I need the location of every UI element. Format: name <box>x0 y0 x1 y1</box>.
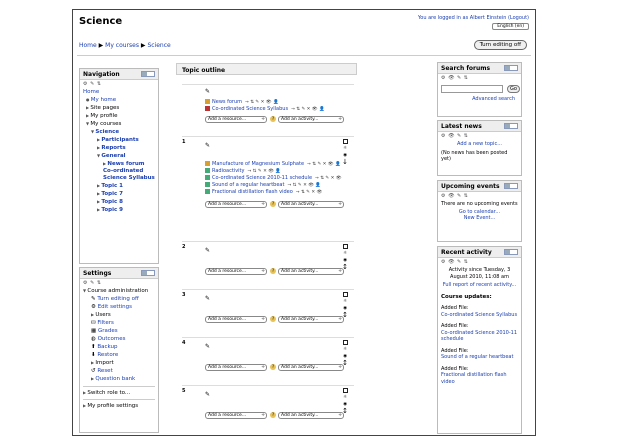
search-forums-header <box>438 63 521 74</box>
settings-reset[interactable]: Reset <box>97 368 113 374</box>
eye-icon[interactable]: ◉ <box>343 306 348 311</box>
block-dock-icon[interactable] <box>141 270 155 276</box>
section-4 <box>182 337 354 384</box>
update-link[interactable]: Co-ordinated Science 2010-11 schedule <box>441 329 518 342</box>
move-down-icon[interactable]: ↓ <box>342 158 348 166</box>
search-go-button[interactable]: Go <box>507 85 520 93</box>
move-icon[interactable]: ↕ <box>342 263 348 271</box>
settings-edit-settings[interactable]: Edit settings <box>97 304 133 310</box>
expand-icon[interactable]: ▶ <box>86 113 91 118</box>
pdf-icon <box>205 106 210 111</box>
nav-reports[interactable]: Reports <box>101 145 126 151</box>
add-new-topic-link[interactable]: Add a new topic... <box>457 141 502 147</box>
update-item <box>438 347 521 362</box>
settings-title: Settings <box>83 270 112 277</box>
language-select[interactable]: English (en) <box>492 23 529 30</box>
resource-syllabus[interactable]: Co-ordinated Science Syllabus → ⇅ ✎ ✕ 👁 👤 <box>205 106 325 112</box>
add-resource-select[interactable]: Add a resource... ÷ <box>205 116 267 123</box>
full-report-link[interactable]: Full report of recent activity... <box>442 282 517 288</box>
help-icon[interactable]: ? <box>271 364 275 369</box>
section-2 <box>182 241 354 288</box>
resource-edit-icons[interactable]: → ⇅ ✎ ✕ 👁 <box>295 190 323 195</box>
no-news-text: (No news has been posted yet) <box>441 149 508 162</box>
resource-item[interactable]: Sound of a regular heartbeat → ⇅ ✎ ✕ 👁 👤 <box>205 182 321 188</box>
nav-science[interactable]: Science <box>95 129 120 135</box>
section-number: 5 <box>182 388 186 394</box>
my-profile-settings[interactable]: My profile settings <box>87 403 139 409</box>
highlight-checkbox-icon[interactable] <box>343 340 348 345</box>
update-label: Added File: <box>441 305 469 311</box>
section-number: 1 <box>182 139 186 145</box>
eye-icon[interactable]: ◉ <box>343 258 348 263</box>
file-icon <box>205 182 210 187</box>
block-edit-icons[interactable]: ⚙ 👁 ✎ ⇅ <box>441 75 469 81</box>
resource-edit-icons[interactable]: → ⇅ ✎ ✕ 👁 👤 <box>287 183 322 188</box>
nav-home[interactable]: Home <box>83 89 100 95</box>
search-forums-title: Search forums <box>441 65 491 72</box>
block-dock-icon[interactable] <box>141 71 155 77</box>
latest-news-title: Latest news <box>441 123 482 130</box>
block-edit-icons[interactable]: ⚙ 👁 ✎ ⇅ <box>441 193 469 199</box>
add-resource-select[interactable]: Add a resource... ÷ <box>205 268 267 275</box>
course-administration[interactable]: Course administration <box>87 288 149 294</box>
settings-tree <box>80 287 158 410</box>
add-resource-select[interactable]: Add a resource... ÷ <box>205 201 267 208</box>
move-icon[interactable]: ↕ <box>342 311 348 319</box>
recent-activity-title: Recent activity <box>441 249 492 256</box>
settings-users[interactable]: Users <box>95 312 111 318</box>
breadcrumb <box>79 42 171 49</box>
edit-summary-icon[interactable]: ✎ <box>205 391 211 398</box>
section-3 <box>182 289 354 336</box>
update-item <box>438 365 521 387</box>
update-label: Added File: <box>441 323 469 329</box>
block-edit-icons[interactable]: ⚙ 👁 ✎ ⇅ <box>441 133 469 139</box>
settings-block-header <box>80 268 158 279</box>
latest-news-block <box>437 120 522 176</box>
update-link[interactable]: Sound of a regular heartbeat <box>441 354 514 360</box>
expand-icon[interactable]: ▶ <box>97 137 102 142</box>
upcoming-events-header <box>438 181 521 192</box>
block-dock-icon[interactable] <box>504 65 518 71</box>
nav-topic-7[interactable]: Topic 7 <box>101 191 123 197</box>
nav-general[interactable]: General <box>101 153 126 159</box>
block-edit-icons[interactable]: ⚙ 👁 ✎ ⇅ <box>441 259 469 265</box>
help-icon[interactable]: ? <box>271 116 275 121</box>
login-info <box>418 15 529 30</box>
add-resource-select[interactable]: Add a resource... ÷ <box>205 364 267 371</box>
expand-icon[interactable]: ▶ <box>91 376 96 381</box>
navigation-tree <box>80 88 158 214</box>
bullet-icon: ● <box>86 97 91 102</box>
resource-edit-icons[interactable]: → ⇅ ✎ ✕ 👁 👤 <box>291 107 325 112</box>
file-icon <box>205 161 210 166</box>
add-activity-select[interactable]: Add an activity... ÷ <box>278 412 344 419</box>
update-item <box>438 304 521 319</box>
collapse-icon[interactable]: ▼ <box>83 288 88 293</box>
breadcrumb-separator-icon: ▶ <box>98 42 106 49</box>
highlight-checkbox-icon[interactable] <box>343 388 348 393</box>
login-text[interactable]: You are logged in as Albert Einstein (Logout) <box>417 15 529 21</box>
block-dock-icon[interactable] <box>504 183 518 189</box>
navigation-block <box>79 68 159 264</box>
forum-icon <box>205 99 210 104</box>
edit-summary-icon[interactable]: ✎ <box>205 247 211 254</box>
edit-settings-icon: ⚙ <box>91 304 98 310</box>
section-controls[interactable] <box>342 292 348 319</box>
help-icon[interactable]: ? <box>271 316 275 321</box>
section-0 <box>182 84 354 132</box>
resource-news-forum[interactable]: News forum → ⇅ ✎ ✕ 👁 👤 <box>205 99 279 105</box>
upcoming-events-title: Upcoming events <box>441 183 500 190</box>
expand-icon[interactable]: ▶ <box>91 360 96 365</box>
light-bulb-icon[interactable]: ☼ <box>343 251 348 256</box>
edit-summary-icon[interactable]: ✎ <box>205 88 211 95</box>
section-number: 2 <box>182 244 186 250</box>
block-edit-icons[interactable]: ⚙ ✎ ⇅ <box>83 280 102 286</box>
course-updates-heading: Course updates: <box>441 293 492 300</box>
add-resource-select[interactable]: Add a resource... ÷ <box>205 412 267 419</box>
help-icon[interactable]: ? <box>271 412 275 417</box>
add-activity-select[interactable]: Add an activity... ÷ <box>278 116 344 123</box>
settings-turn-editing-off[interactable]: Turn editing off <box>97 296 139 302</box>
expand-icon[interactable]: ▶ <box>97 145 102 150</box>
section-controls[interactable] <box>342 139 348 166</box>
section-number: 3 <box>182 292 186 298</box>
collapse-icon[interactable]: ▼ <box>91 129 96 134</box>
restore-icon: ⬇ <box>91 352 98 358</box>
resource-edit-icons[interactable]: → ⇅ ✎ ✕ 👁 <box>315 176 342 181</box>
highlight-checkbox-icon[interactable] <box>343 139 348 144</box>
resource-item[interactable]: Manufacture of Magnesium Sulphate → ⇅ ✎ ✕ 👁 👤 <box>205 161 341 167</box>
nav-my-courses[interactable]: My courses <box>90 121 122 127</box>
navigation-title: Navigation <box>83 71 120 78</box>
expand-icon[interactable]: ▶ <box>97 191 102 196</box>
light-bulb-icon[interactable]: ☼ <box>343 395 348 400</box>
breadcrumb-my-courses[interactable]: My courses <box>105 42 139 49</box>
navigation-block-header <box>80 69 158 80</box>
file-icon <box>205 175 210 180</box>
resource-edit-icons[interactable]: → ⇅ ✎ ✕ 👁 👤 <box>307 162 341 167</box>
add-resource-select[interactable]: Add a resource... ÷ <box>205 316 267 323</box>
resource-item[interactable]: Fractional distillation flash video → ⇅ ✎ ✕ 👁 <box>205 189 322 195</box>
expand-icon[interactable]: ▶ <box>97 207 102 212</box>
update-label: Added File: <box>441 347 469 354</box>
topic-outline <box>176 63 357 428</box>
expand-icon[interactable]: ▶ <box>83 403 88 408</box>
eye-icon[interactable]: ◉ <box>343 402 348 407</box>
search-forums-block <box>437 62 522 117</box>
nav-topic-8[interactable]: Topic 8 <box>101 199 123 205</box>
outcomes-icon: ◍ <box>91 336 98 342</box>
search-forums-input[interactable] <box>441 85 503 93</box>
settings-outcomes[interactable]: Outcomes <box>97 336 126 342</box>
settings-restore[interactable]: Restore <box>97 352 119 358</box>
highlight-checkbox-icon[interactable] <box>343 244 348 249</box>
settings-block <box>79 267 159 433</box>
nav-syllabus[interactable]: Co-ordinated Science Syllabus <box>103 168 155 181</box>
help-icon[interactable]: ? <box>271 268 275 273</box>
add-activity-select[interactable]: Add an activity... ÷ <box>278 201 344 208</box>
section-number: 4 <box>182 340 186 346</box>
moodle-page <box>72 9 536 436</box>
header-divider <box>77 55 531 56</box>
collapse-icon[interactable]: ▼ <box>97 153 102 158</box>
collapse-icon[interactable]: ▼ <box>86 121 91 126</box>
file-icon <box>205 189 210 194</box>
section-controls[interactable] <box>342 388 348 415</box>
edit-summary-icon[interactable]: ✎ <box>205 295 211 302</box>
expand-icon[interactable]: ▶ <box>86 105 91 110</box>
section-1 <box>182 136 354 238</box>
expand-icon[interactable]: ▶ <box>97 199 102 204</box>
section-controls[interactable] <box>342 340 348 367</box>
latest-news-header <box>438 121 521 132</box>
edit-summary-icon[interactable]: ✎ <box>205 142 211 149</box>
eye-icon[interactable]: ◉ <box>343 354 348 359</box>
nav-news-forum[interactable]: News forum <box>107 161 145 167</box>
file-icon <box>205 168 210 173</box>
forum-icon: ▶ <box>103 161 108 166</box>
reset-icon: ↺ <box>91 368 98 374</box>
settings-question-bank[interactable]: Question bank <box>95 376 136 382</box>
backup-icon: ⬆ <box>91 344 98 350</box>
breadcrumb-home[interactable]: Home <box>79 42 97 49</box>
add-activity-select[interactable]: Add an activity... ÷ <box>278 364 344 371</box>
go-to-calendar-link[interactable]: Go to calendar... <box>458 208 501 215</box>
update-item <box>438 322 521 344</box>
resource-item[interactable]: Co-ordinated Science 2010-11 schedule → ⇅ ✎ ✕ 👁 <box>205 175 342 181</box>
breadcrumb-current[interactable]: Science <box>147 42 171 49</box>
switch-role[interactable]: Switch role to... <box>87 390 131 396</box>
nav-topic-1[interactable]: Topic 1 <box>101 183 123 189</box>
update-label: Added File: <box>441 365 469 372</box>
block-dock-icon[interactable] <box>504 249 518 255</box>
update-link[interactable]: Fractional distillation flash video <box>441 372 507 385</box>
highlight-checkbox-icon[interactable] <box>343 292 348 297</box>
expand-icon[interactable]: ▶ <box>97 183 102 188</box>
settings-import[interactable]: Import <box>95 360 114 366</box>
settings-backup[interactable]: Backup <box>97 344 118 350</box>
recent-activity-header <box>438 247 521 258</box>
light-bulb-icon[interactable]: ☼ <box>343 347 348 352</box>
new-event-link[interactable]: New Event... <box>463 215 496 221</box>
nav-my-home[interactable]: My home <box>90 97 117 103</box>
update-link[interactable]: Co-ordinated Science Syllabus <box>441 311 518 318</box>
topic-outline-header: Topic outline <box>176 63 357 75</box>
nav-my-profile[interactable]: My profile <box>90 113 118 119</box>
advanced-search-link[interactable]: Advanced search <box>472 96 515 102</box>
resource-edit-icons[interactable]: → ⇅ ✎ ✕ 👁 👤 <box>245 100 279 105</box>
nav-participants[interactable]: Participants <box>101 137 139 143</box>
section-controls[interactable] <box>342 244 348 271</box>
upcoming-events-block <box>437 180 522 242</box>
add-activity-select[interactable]: Add an activity... ÷ <box>278 268 344 275</box>
eye-icon[interactable]: ◉ <box>343 153 348 158</box>
section-5 <box>182 385 354 430</box>
light-bulb-icon[interactable]: ☼ <box>343 146 348 151</box>
add-activity-select[interactable]: Add an activity... ÷ <box>278 316 344 323</box>
activity-since-text: Activity since Tuesday, 3 August 2010, 11:08 am <box>448 267 511 280</box>
resource-item[interactable]: Radioactivity → ⇅ ✎ ✕ 👁 👤 <box>205 168 281 174</box>
edit-summary-icon[interactable]: ✎ <box>205 343 211 350</box>
resource-edit-icons[interactable]: → ⇅ ✎ ✕ 👁 👤 <box>247 169 282 174</box>
nav-topic-9[interactable]: Topic 9 <box>101 207 123 213</box>
block-dock-icon[interactable] <box>504 123 518 129</box>
settings-filters[interactable]: Filters <box>97 320 114 326</box>
breadcrumb-separator-icon: ▶ <box>140 42 148 49</box>
turn-editing-off-button[interactable]: Turn editing off <box>474 40 527 50</box>
expand-icon[interactable]: ▶ <box>91 312 96 317</box>
nav-site-pages[interactable]: Site pages <box>90 105 120 111</box>
recent-activity-block <box>437 246 522 434</box>
move-icon[interactable]: ↕ <box>342 407 348 415</box>
page-title: Science <box>79 16 123 27</box>
grades-icon: ▦ <box>91 328 98 334</box>
filter-icon: ⛁ <box>91 320 98 326</box>
block-edit-icons[interactable]: ⚙ ✎ ⇅ <box>83 81 102 87</box>
move-icon[interactable]: ↕ <box>342 359 348 367</box>
expand-icon[interactable]: ▶ <box>83 390 88 395</box>
no-events-text: There are no upcoming events <box>441 201 518 207</box>
light-bulb-icon[interactable]: ☼ <box>343 299 348 304</box>
editing-icon: ✎ <box>91 296 98 302</box>
settings-grades[interactable]: Grades <box>97 328 118 334</box>
help-icon[interactable]: ? <box>271 201 275 206</box>
